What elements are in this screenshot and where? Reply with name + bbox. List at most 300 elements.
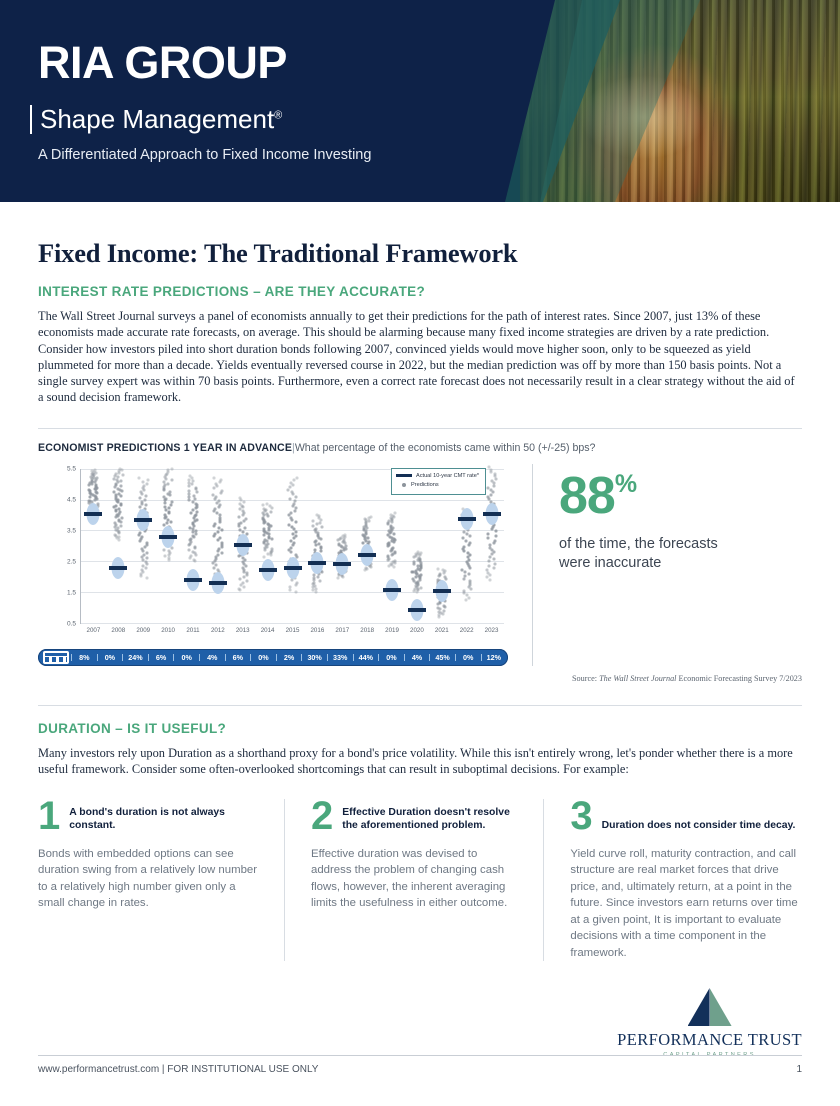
chart-prediction-point bbox=[145, 541, 148, 544]
chart-prediction-point bbox=[313, 574, 316, 577]
chart-prediction-point bbox=[195, 486, 198, 489]
chart-prediction-point bbox=[444, 576, 447, 579]
chart-prediction-point bbox=[241, 581, 244, 584]
point-2-header bbox=[310, 794, 517, 839]
chart-prediction-point bbox=[113, 491, 116, 494]
stat-caption bbox=[559, 535, 802, 573]
chart-prediction-point bbox=[488, 564, 491, 567]
registered-mark: ® bbox=[274, 109, 283, 122]
chart-column bbox=[38, 464, 508, 666]
chart-prediction-point bbox=[238, 587, 241, 590]
brand-title: RIA GROUP bbox=[38, 37, 287, 88]
chart-prediction-point bbox=[95, 477, 98, 480]
chart-prediction-point bbox=[192, 558, 195, 561]
duration-point-2 bbox=[284, 794, 543, 961]
chart-prediction-point bbox=[140, 547, 143, 550]
chart-prediction-point bbox=[244, 527, 247, 530]
point-2-title: Effective Duration doesn't resolve the aforementioned problem. bbox=[342, 806, 510, 831]
chart-prediction-point bbox=[465, 533, 468, 536]
chart-caption-title: ECONOMIST PREDICTIONS 1 YEAR IN ADVANCE bbox=[38, 441, 293, 454]
chart-prediction-point bbox=[266, 503, 269, 506]
chart-prediction-point bbox=[290, 490, 293, 493]
stat-number bbox=[559, 466, 802, 525]
chart-prediction-point bbox=[314, 548, 317, 551]
accuracy-percent-2017: 33% bbox=[327, 654, 353, 661]
chart-prediction-point bbox=[92, 494, 95, 497]
chart-prediction-point bbox=[219, 537, 222, 540]
chart-prediction-point bbox=[270, 537, 273, 540]
divider-above-chart bbox=[38, 428, 802, 429]
chart-x-axis-tick: 2007 bbox=[86, 626, 101, 634]
chart-y-axis-tick: 0.5 bbox=[66, 620, 76, 628]
chart-prediction-point bbox=[188, 548, 191, 551]
chart-caption-subtitle: What percentage of the economists came within 50 (+/-25) bps? bbox=[294, 441, 596, 454]
duration-point-3 bbox=[543, 794, 802, 961]
chart-prediction-point bbox=[145, 551, 148, 554]
chart-prediction-point bbox=[494, 562, 497, 565]
chart-x-axis-tick: 2017 bbox=[335, 626, 350, 634]
accuracy-percent-2020: 4% bbox=[404, 654, 430, 661]
chart-prediction-point bbox=[163, 502, 166, 505]
chart-prediction-point bbox=[262, 534, 265, 537]
point-1-header bbox=[38, 794, 258, 839]
chart-actual-rate-marker bbox=[408, 608, 426, 612]
chart-x-axis-tick: 2020 bbox=[410, 626, 424, 634]
chart-prediction-point bbox=[212, 493, 215, 496]
chart-prediction-point bbox=[313, 581, 316, 584]
chart-prediction-point bbox=[190, 512, 193, 515]
accuracy-percent-2023: 12% bbox=[481, 654, 507, 661]
chart-prediction-point bbox=[491, 548, 494, 551]
chart-prediction-point bbox=[168, 490, 171, 493]
chart-x-axis-tick: 2019 bbox=[385, 626, 399, 634]
chart-prediction-point bbox=[189, 475, 192, 478]
chart-prediction-point bbox=[116, 476, 119, 479]
chart-prediction-point bbox=[196, 491, 199, 494]
chart-y-axis-tick: 3.5 bbox=[66, 527, 76, 535]
section-heading-predictions: INTEREST RATE PREDICTIONS – ARE THEY ACCURATE? bbox=[38, 284, 426, 299]
predictions-scatter-chart bbox=[38, 464, 508, 646]
duration-points-columns bbox=[38, 794, 802, 961]
chart-actual-rate-marker bbox=[308, 561, 326, 565]
chart-prediction-point bbox=[163, 480, 166, 483]
chart-prediction-point bbox=[314, 539, 317, 542]
chart-prediction-point bbox=[220, 489, 223, 492]
legend-swatch-line-icon bbox=[396, 474, 412, 477]
chart-prediction-point bbox=[244, 517, 247, 520]
chart-prediction-point bbox=[263, 507, 266, 510]
chart-prediction-point bbox=[368, 540, 371, 543]
page-title: Fixed Income: The Traditional Framework bbox=[38, 238, 518, 268]
chart-prediction-point bbox=[115, 505, 118, 508]
chart-prediction-point bbox=[146, 482, 149, 485]
chart-prediction-point bbox=[295, 535, 298, 538]
chart-prediction-point bbox=[217, 499, 220, 502]
chart-gridline bbox=[66, 620, 504, 628]
logo-name: PERFORMANCE TRUST bbox=[617, 1030, 802, 1049]
chart-prediction-point bbox=[361, 541, 364, 544]
chart-prediction-point bbox=[192, 528, 195, 531]
chart-prediction-point bbox=[192, 480, 195, 483]
chart-prediction-point bbox=[246, 580, 249, 583]
chart-prediction-point bbox=[487, 486, 490, 489]
chart-actual-rate-marker bbox=[109, 566, 127, 570]
footer-page-number: 1 bbox=[796, 1064, 802, 1075]
page-footer bbox=[38, 1055, 802, 1075]
source-prefix: Source: bbox=[572, 673, 600, 683]
logo-mark-right bbox=[710, 988, 732, 1026]
chart-prediction-point bbox=[492, 491, 495, 494]
chart-prediction-point bbox=[488, 466, 491, 469]
banner-text-group bbox=[38, 37, 372, 163]
chart-prediction-point bbox=[214, 508, 217, 511]
chart-prediction-point bbox=[270, 547, 273, 550]
chart-prediction-point bbox=[295, 507, 298, 510]
chart-prediction-point bbox=[88, 499, 91, 502]
chart-prediction-point bbox=[315, 513, 318, 516]
chart-prediction-point bbox=[439, 572, 442, 575]
chart-prediction-point bbox=[489, 489, 492, 492]
chart-prediction-point bbox=[469, 579, 472, 582]
chart-prediction-point bbox=[187, 485, 190, 488]
chart-prediction-point bbox=[488, 578, 491, 581]
chart-prediction-point bbox=[294, 590, 297, 593]
chart-prediction-point bbox=[239, 578, 242, 581]
chart-prediction-point bbox=[494, 535, 497, 538]
chart-prediction-point bbox=[442, 604, 445, 607]
chart-x-axis-tick: 2023 bbox=[484, 626, 499, 634]
chart-prediction-point bbox=[144, 567, 147, 570]
chart-prediction-point bbox=[195, 533, 198, 536]
source-suffix: Economic Forecasting Survey 7/2023 bbox=[676, 673, 802, 683]
chart-and-stat-row bbox=[38, 464, 802, 666]
chart-prediction-point bbox=[419, 586, 422, 589]
accuracy-percent-2012: 4% bbox=[199, 654, 225, 661]
chart-prediction-point bbox=[390, 524, 393, 527]
logo-subtitle: CAPITAL PARTNERS bbox=[663, 1052, 756, 1058]
chart-prediction-point bbox=[262, 504, 265, 507]
chart-prediction-point bbox=[243, 500, 246, 503]
chart-prediction-point bbox=[221, 551, 224, 554]
chart-prediction-point bbox=[465, 594, 468, 597]
point-3-header bbox=[570, 794, 802, 839]
chart-actual-rate-marker bbox=[159, 535, 177, 539]
chart-prediction-point bbox=[113, 533, 116, 536]
chart-prediction-point bbox=[262, 527, 265, 530]
chart-prediction-point bbox=[243, 585, 246, 588]
point-1-number: 1 bbox=[38, 794, 61, 839]
chart-prediction-point bbox=[295, 521, 298, 524]
chart-prediction-point bbox=[169, 520, 172, 523]
chart-prediction-point bbox=[195, 513, 198, 516]
chart-prediction-point bbox=[318, 521, 321, 524]
chart-prediction-point bbox=[140, 535, 143, 538]
chart-prediction-point bbox=[443, 609, 446, 612]
accuracy-percent-2011: 0% bbox=[173, 654, 199, 661]
chart-prediction-point bbox=[191, 550, 194, 553]
accuracy-percent-2015: 2% bbox=[276, 654, 302, 661]
chart-prediction-point bbox=[145, 557, 148, 560]
chart-prediction-point bbox=[167, 469, 170, 472]
chart-prediction-point bbox=[187, 493, 190, 496]
accuracy-percent-2007: 8% bbox=[71, 654, 97, 661]
chart-prediction-point bbox=[244, 559, 247, 562]
chart-prediction-point bbox=[215, 483, 218, 486]
chart-prediction-point bbox=[119, 480, 122, 483]
chart-y-axis-tick: 2.5 bbox=[66, 558, 76, 566]
chart-prediction-point bbox=[487, 560, 490, 563]
stat-caption-line1: of the time, the forecasts bbox=[559, 535, 718, 552]
stat-caption-line2: were inaccurate bbox=[559, 554, 662, 571]
footer-left-text: www.performancetrust.com | FOR INSTITUTIONAL USE ONLY bbox=[38, 1064, 319, 1075]
accuracy-percent-2013: 6% bbox=[225, 654, 251, 661]
chart-prediction-point bbox=[171, 467, 174, 470]
chart-prediction-point bbox=[238, 515, 241, 518]
chart-prediction-point bbox=[166, 522, 169, 525]
chart-prediction-point bbox=[119, 502, 122, 505]
accuracy-percent-2014: 0% bbox=[250, 654, 276, 661]
chart-prediction-point bbox=[295, 553, 298, 556]
chart-prediction-point bbox=[195, 510, 198, 513]
chart-prediction-point bbox=[118, 511, 121, 514]
chart-prediction-point bbox=[464, 571, 467, 574]
chart-prediction-point bbox=[163, 495, 166, 498]
stat-percent-sign: % bbox=[614, 469, 637, 498]
stat-number-value: 88 bbox=[559, 466, 615, 525]
chart-actual-rate-marker bbox=[333, 562, 351, 566]
chart-prediction-point bbox=[138, 477, 141, 480]
chart-prediction-point bbox=[270, 510, 273, 513]
point-3-title: Duration does not consider time decay. bbox=[601, 819, 796, 831]
chart-x-axis-tick: 2009 bbox=[136, 626, 151, 634]
chart-prediction-point bbox=[494, 530, 497, 533]
chart-x-axis-tick: 2008 bbox=[111, 626, 126, 634]
chart-prediction-point bbox=[245, 572, 248, 575]
chart-prediction-point bbox=[441, 569, 444, 572]
chart-source bbox=[38, 674, 802, 683]
chart-prediction-point bbox=[319, 545, 322, 548]
chart-prediction-point bbox=[220, 541, 223, 544]
chart-prediction-point bbox=[171, 500, 174, 503]
chart-prediction-point bbox=[295, 581, 298, 584]
chart-prediction-point bbox=[342, 540, 345, 543]
chart-prediction-point bbox=[315, 587, 318, 590]
chart-prediction-point bbox=[146, 577, 149, 580]
chart-prediction-point bbox=[167, 550, 170, 553]
chart-prediction-point bbox=[393, 550, 396, 553]
accuracy-percent-2016: 30% bbox=[301, 654, 327, 661]
point-2-number: 2 bbox=[310, 794, 334, 839]
chart-prediction-point bbox=[141, 569, 144, 572]
chart-prediction-point bbox=[170, 504, 173, 507]
chart-prediction-point bbox=[214, 495, 217, 498]
chart-prediction-point bbox=[163, 548, 166, 551]
chart-prediction-point bbox=[411, 578, 414, 581]
divider-above-duration bbox=[38, 705, 802, 706]
chart-prediction-point bbox=[218, 526, 221, 529]
chart-prediction-point bbox=[190, 555, 193, 558]
chart-prediction-point bbox=[469, 535, 472, 538]
section-body-duration: Many investors rely upon Duration as a shorthand proxy for a bond's price volatility. While this isn't entirely wrong, let's ponder whether there is a more useful framework. Consider some often-overlooked shortcomings that can result in suboptimal decisions. For example: bbox=[38, 745, 793, 777]
chart-prediction-point bbox=[363, 517, 366, 520]
chart-prediction-point bbox=[141, 480, 144, 483]
accuracy-percent-2022: 0% bbox=[455, 654, 481, 661]
chart-prediction-point bbox=[217, 568, 220, 571]
table-icon bbox=[43, 651, 69, 664]
chart-prediction-point bbox=[295, 477, 298, 480]
chart-x-axis-tick: 2018 bbox=[360, 626, 375, 634]
chart-prediction-point bbox=[461, 569, 464, 572]
chart-prediction-point bbox=[168, 556, 171, 559]
chart-prediction-point bbox=[462, 545, 465, 548]
duration-point-1 bbox=[38, 794, 284, 961]
chart-prediction-point bbox=[392, 546, 395, 549]
chart-prediction-point bbox=[138, 496, 141, 499]
chart-prediction-point bbox=[192, 501, 195, 504]
chart-prediction-point bbox=[238, 529, 241, 532]
chart-prediction-point bbox=[194, 545, 197, 548]
chart-prediction-point bbox=[121, 473, 124, 476]
accuracy-percent-ribbon bbox=[38, 649, 508, 666]
chart-prediction-point bbox=[167, 482, 170, 485]
chart-y-axis-tick: 1.5 bbox=[66, 589, 76, 597]
accuracy-percent-2021: 45% bbox=[429, 654, 455, 661]
chart-prediction-point bbox=[266, 513, 269, 516]
chart-prediction-point bbox=[487, 532, 490, 535]
chart-prediction-point bbox=[267, 523, 270, 526]
chart-prediction-point bbox=[463, 575, 466, 578]
chart-prediction-point bbox=[437, 567, 440, 570]
point-3-number: 3 bbox=[570, 794, 593, 839]
chart-prediction-point bbox=[120, 495, 123, 498]
banner-tagline: A Differentiated Approach to Fixed Income Investing bbox=[38, 146, 372, 163]
chart-prediction-point bbox=[320, 526, 323, 529]
accuracy-percent-2008: 0% bbox=[97, 654, 123, 661]
chart-prediction-point bbox=[219, 514, 222, 517]
chart-prediction-point bbox=[345, 544, 348, 547]
chart-prediction-point bbox=[119, 467, 122, 470]
chart-x-axis-tick: 2012 bbox=[210, 626, 225, 634]
chart-prediction-point bbox=[220, 479, 223, 482]
chart-legend bbox=[391, 468, 486, 495]
chart-actual-rate-marker bbox=[209, 581, 227, 585]
chart-prediction-point bbox=[462, 531, 465, 534]
chart-prediction-point bbox=[145, 494, 148, 497]
chart-prediction-point bbox=[414, 572, 417, 575]
chart-prediction-point bbox=[344, 534, 347, 537]
chart-prediction-point bbox=[289, 497, 292, 500]
chart-actual-rate-marker bbox=[284, 566, 302, 570]
chart-prediction-point bbox=[163, 505, 166, 508]
chart-prediction-point bbox=[467, 573, 470, 576]
accuracy-percent-2018: 44% bbox=[353, 654, 379, 661]
logo-mark-left bbox=[688, 988, 710, 1026]
chart-prediction-point bbox=[318, 515, 321, 518]
chart-prediction-point bbox=[289, 511, 292, 514]
chart-prediction-point bbox=[118, 507, 121, 510]
chart-prediction-point bbox=[490, 480, 493, 483]
chart-prediction-point bbox=[393, 533, 396, 536]
accuracy-percent-2019: 0% bbox=[378, 654, 404, 661]
chart-prediction-point bbox=[145, 504, 148, 507]
source-publication: The Wall Street Journal bbox=[599, 673, 677, 683]
chart-prediction-point bbox=[315, 527, 318, 530]
chart-actual-rate-marker bbox=[358, 553, 376, 557]
chart-prediction-point bbox=[294, 500, 297, 503]
chart-prediction-point bbox=[493, 567, 496, 570]
chart-caption-separator: | bbox=[292, 441, 295, 454]
chart-prediction-point bbox=[462, 537, 465, 540]
chart-prediction-point bbox=[419, 573, 422, 576]
chart-y-axis-tick: 5.5 bbox=[66, 465, 76, 473]
chart-x-axis-tick: 2022 bbox=[459, 626, 474, 634]
chart-prediction-point bbox=[263, 555, 266, 558]
chart-prediction-point bbox=[164, 514, 167, 517]
chart-prediction-point bbox=[192, 494, 195, 497]
chart-prediction-point bbox=[94, 484, 97, 487]
chart-prediction-point bbox=[493, 473, 496, 476]
chart-prediction-point bbox=[191, 483, 194, 486]
document-body bbox=[0, 238, 840, 961]
chart-prediction-point bbox=[288, 523, 291, 526]
chart-caption bbox=[38, 442, 802, 454]
chart-prediction-point bbox=[220, 529, 223, 532]
logo-mountain-icon bbox=[688, 988, 732, 1026]
chart-prediction-point bbox=[188, 481, 191, 484]
chart-prediction-point bbox=[196, 518, 199, 521]
chart-prediction-point bbox=[119, 524, 122, 527]
chart-prediction-point bbox=[120, 485, 123, 488]
chart-prediction-point bbox=[188, 496, 191, 499]
chart-prediction-point bbox=[268, 505, 271, 508]
chart-x-axis-tick: 2021 bbox=[434, 626, 449, 634]
chart-x-axis-tick: 2014 bbox=[260, 626, 275, 634]
chart-prediction-point bbox=[364, 567, 367, 570]
chart-x-axis-tick: 2015 bbox=[285, 626, 300, 634]
chart-actual-rate-marker bbox=[234, 543, 252, 547]
chart-prediction-point bbox=[437, 607, 440, 610]
chart-prediction-point bbox=[214, 522, 217, 525]
chart-prediction-point bbox=[187, 499, 190, 502]
chart-actual-rate-marker bbox=[134, 518, 152, 522]
chart-prediction-point bbox=[138, 531, 141, 534]
chart-actual-rate-marker bbox=[483, 512, 501, 516]
chart-x-axis-tick: 2011 bbox=[186, 626, 200, 634]
legend-label-actual: Actual 10-year CMT rate* bbox=[415, 472, 479, 479]
chart-prediction-point bbox=[238, 502, 241, 505]
chart-y-axis-tick: 4.5 bbox=[66, 496, 76, 504]
chart-prediction-point bbox=[188, 526, 191, 529]
chart-actual-rate-marker bbox=[84, 512, 102, 516]
chart-prediction-point bbox=[291, 525, 294, 528]
point-2-body: Effective duration was devised to address the problem of changing cash flows, however, the inherent averaging limits the usefulness in either outcome. bbox=[310, 847, 508, 910]
chart-prediction-point bbox=[171, 479, 174, 482]
chart-prediction-point bbox=[486, 537, 489, 540]
chart-x-axis-tick: 2016 bbox=[310, 626, 325, 634]
chart-actual-rate-marker bbox=[433, 589, 451, 593]
chart-prediction-point bbox=[168, 507, 171, 510]
chart-prediction-point bbox=[238, 497, 241, 500]
chart-prediction-point bbox=[317, 575, 320, 578]
chart-prediction-point bbox=[241, 557, 244, 560]
chart-prediction-point bbox=[267, 543, 270, 546]
chart-actual-rate-marker bbox=[383, 588, 401, 592]
chart-actual-rate-marker bbox=[458, 517, 476, 521]
product-name bbox=[30, 105, 363, 134]
chart-prediction-point bbox=[467, 552, 470, 555]
headline-stat bbox=[532, 464, 802, 666]
chart-prediction-point bbox=[88, 489, 91, 492]
